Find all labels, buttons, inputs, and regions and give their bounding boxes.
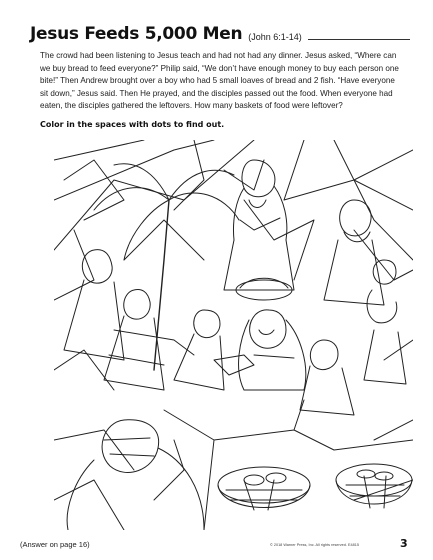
coloring-illustration xyxy=(54,140,413,530)
scripture-reference: (John 6:1-14) xyxy=(248,32,302,42)
story-paragraph: The crowd had been listening to Jesus teach and had not had any dinner. Jesus asked, “Where can we buy bread to feed everyone?” Philip said, “We don’t have enough money to buy each person one bite!” Then Andrew brought over a boy who had 5 small loaves of bread and 2 fish. “Have everyone sit down,” Jesus said. Then He prayed, and the disciples passed out the food. When everyone had eaten, the disciples gathered the leftovers. How many baskets of food were leftover? xyxy=(40,51,399,111)
page-title: Jesus Feeds 5,000 Men xyxy=(30,24,243,44)
stained-glass-scene xyxy=(54,140,413,530)
page-number: 3 xyxy=(400,537,408,550)
worksheet-header xyxy=(30,24,410,44)
copyright-notice: © 2018 Warner Press, Inc. All rights reserved. E4815 xyxy=(270,543,359,547)
answer-note: (Answer on page 16) xyxy=(20,540,90,549)
title-underline xyxy=(308,39,410,40)
coloring-instruction: Color in the spaces with dots to find out. xyxy=(40,120,225,129)
